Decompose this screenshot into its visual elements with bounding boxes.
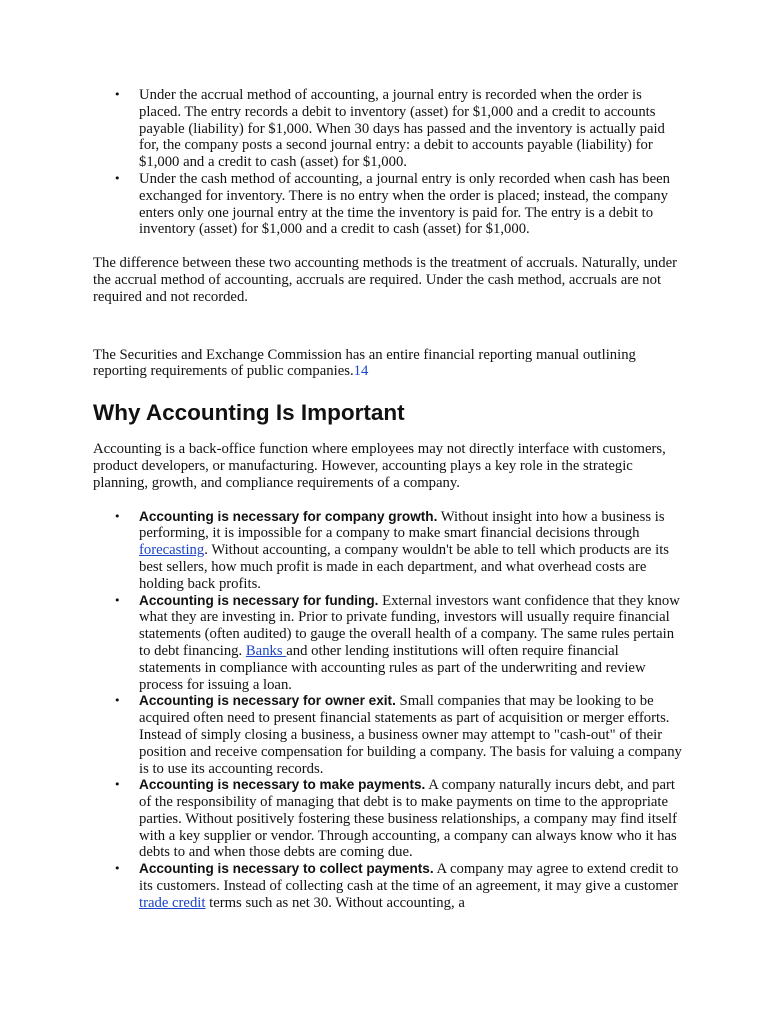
list-item [93, 87, 683, 171]
reason-lead: Accounting is necessary for funding. [139, 592, 379, 608]
reason-lead: Accounting is necessary for owner exit. [139, 693, 396, 709]
reason-text: terms such as net 30. Without accounting, a [205, 894, 465, 911]
accounting-methods-list [93, 87, 683, 238]
document-page [93, 87, 683, 912]
bullet-marker: • [114, 171, 121, 185]
reason-text: Small companies that may be looking to be acquired often need to present financial statements as part of acquisition or merger efforts. Instead of simply closing a business, a business owner may attempt to "cash-out" of their position and receive compensation for building a company. The basis for valuing a company is to use its accounting records. [139, 693, 682, 777]
bullet-marker: • [114, 593, 121, 607]
list-item [93, 593, 683, 694]
list-item [93, 171, 683, 238]
bullet-marker: • [114, 778, 121, 792]
trade-credit-link[interactable]: trade credit [139, 894, 206, 911]
list-item [93, 693, 683, 777]
bullet-marker: • [114, 88, 121, 101]
list-item [93, 509, 683, 593]
reasons-list [93, 509, 683, 912]
reason-text: A company may agree to extend credit to its customers. Instead of collecting cash at the time of an agreement, it may give a customer [139, 861, 679, 895]
reason-text: . Without accounting, a company wouldn't be able to tell which products are its best sellers, how much profit is made in each department, and what overhead costs are holding back profits. [139, 542, 669, 592]
banks-link[interactable]: Banks [245, 642, 287, 659]
reason-text: and other lending institutions will often require financial statements in compliance with accounting rules as part of the underwriting and review process for issuing a loan. [139, 642, 646, 693]
list-item [93, 777, 683, 861]
bullet-marker: • [114, 694, 121, 708]
cash-method-text: Under the cash method of accounting, a journal entry is only recorded when cash has been exchanged for inventory. There is no entry when the order is placed; instead, the company enters only one journal entry at the time the inventory is paid for. The entry is a debit to inventory (asset) for $1,000 and a credit to cash (asset) for $1,000. [139, 170, 671, 238]
accrual-method-text: Under the accrual method of accounting, a journal entry is recorded when the order is placed. The entry records a debit to inventory (asset) for $1,000 and a credit to accounts payable (liability) for $1,000. When 30 days has passed and the inventory is actually paid for, the company posts a second journal entry: a debit to accounts payable (liability) for $1,000 and a credit to cash (asset) for $1,000. [139, 87, 665, 171]
section-heading: Why Accounting Is Important [93, 400, 405, 426]
list-item [93, 861, 683, 911]
forecasting-link[interactable]: forecasting [139, 542, 205, 559]
reason-text: A company naturally incurs debt, and part of the responsibility of managing that debt is to make payments on time to the appropriate parties. Without positively fostering these business relationships, a company may find itself with a key supplier or vendor. Through accounting, a company can always know who it has debts to and when those debts are coming due. [139, 777, 677, 861]
difference-paragraph: The difference between these two accounting methods is the treatment of accruals. Naturally, under the accrual method of accounting, accruals are required. Under the cash method, accruals are not required and not recorded. [93, 255, 678, 305]
bullet-marker: • [114, 862, 121, 876]
reason-lead: Accounting is necessary to collect payments. [139, 861, 434, 877]
reason-lead: Accounting is necessary to make payments. [139, 777, 426, 793]
reason-lead: Accounting is necessary for company growth. [139, 508, 438, 524]
sec-paragraph [93, 347, 683, 381]
intro-paragraph: Accounting is a back-office function where employees may not directly interface with customers, product developers, or manufacturing. However, accounting plays a key role in the strategic planning, growth, and compliance requirements of a company. [93, 441, 666, 491]
reason-text: Without insight into how a business is performing, it is impossible for a company to make smart financial decisions through [139, 508, 665, 542]
footnote-reference-link[interactable]: 14 [353, 363, 369, 380]
sec-paragraph-text: The Securities and Exchange Commission has an entire financial reporting manual outlining reporting requirements of public companies. [93, 346, 636, 380]
reason-text: External investors want confidence that they know what they are investing in. Prior to private funding, investors will usually require financial statements (often audited) to gauge the overall health of a company. The same rules pertain to debt financing. [139, 592, 680, 659]
bullet-marker: • [114, 509, 121, 523]
